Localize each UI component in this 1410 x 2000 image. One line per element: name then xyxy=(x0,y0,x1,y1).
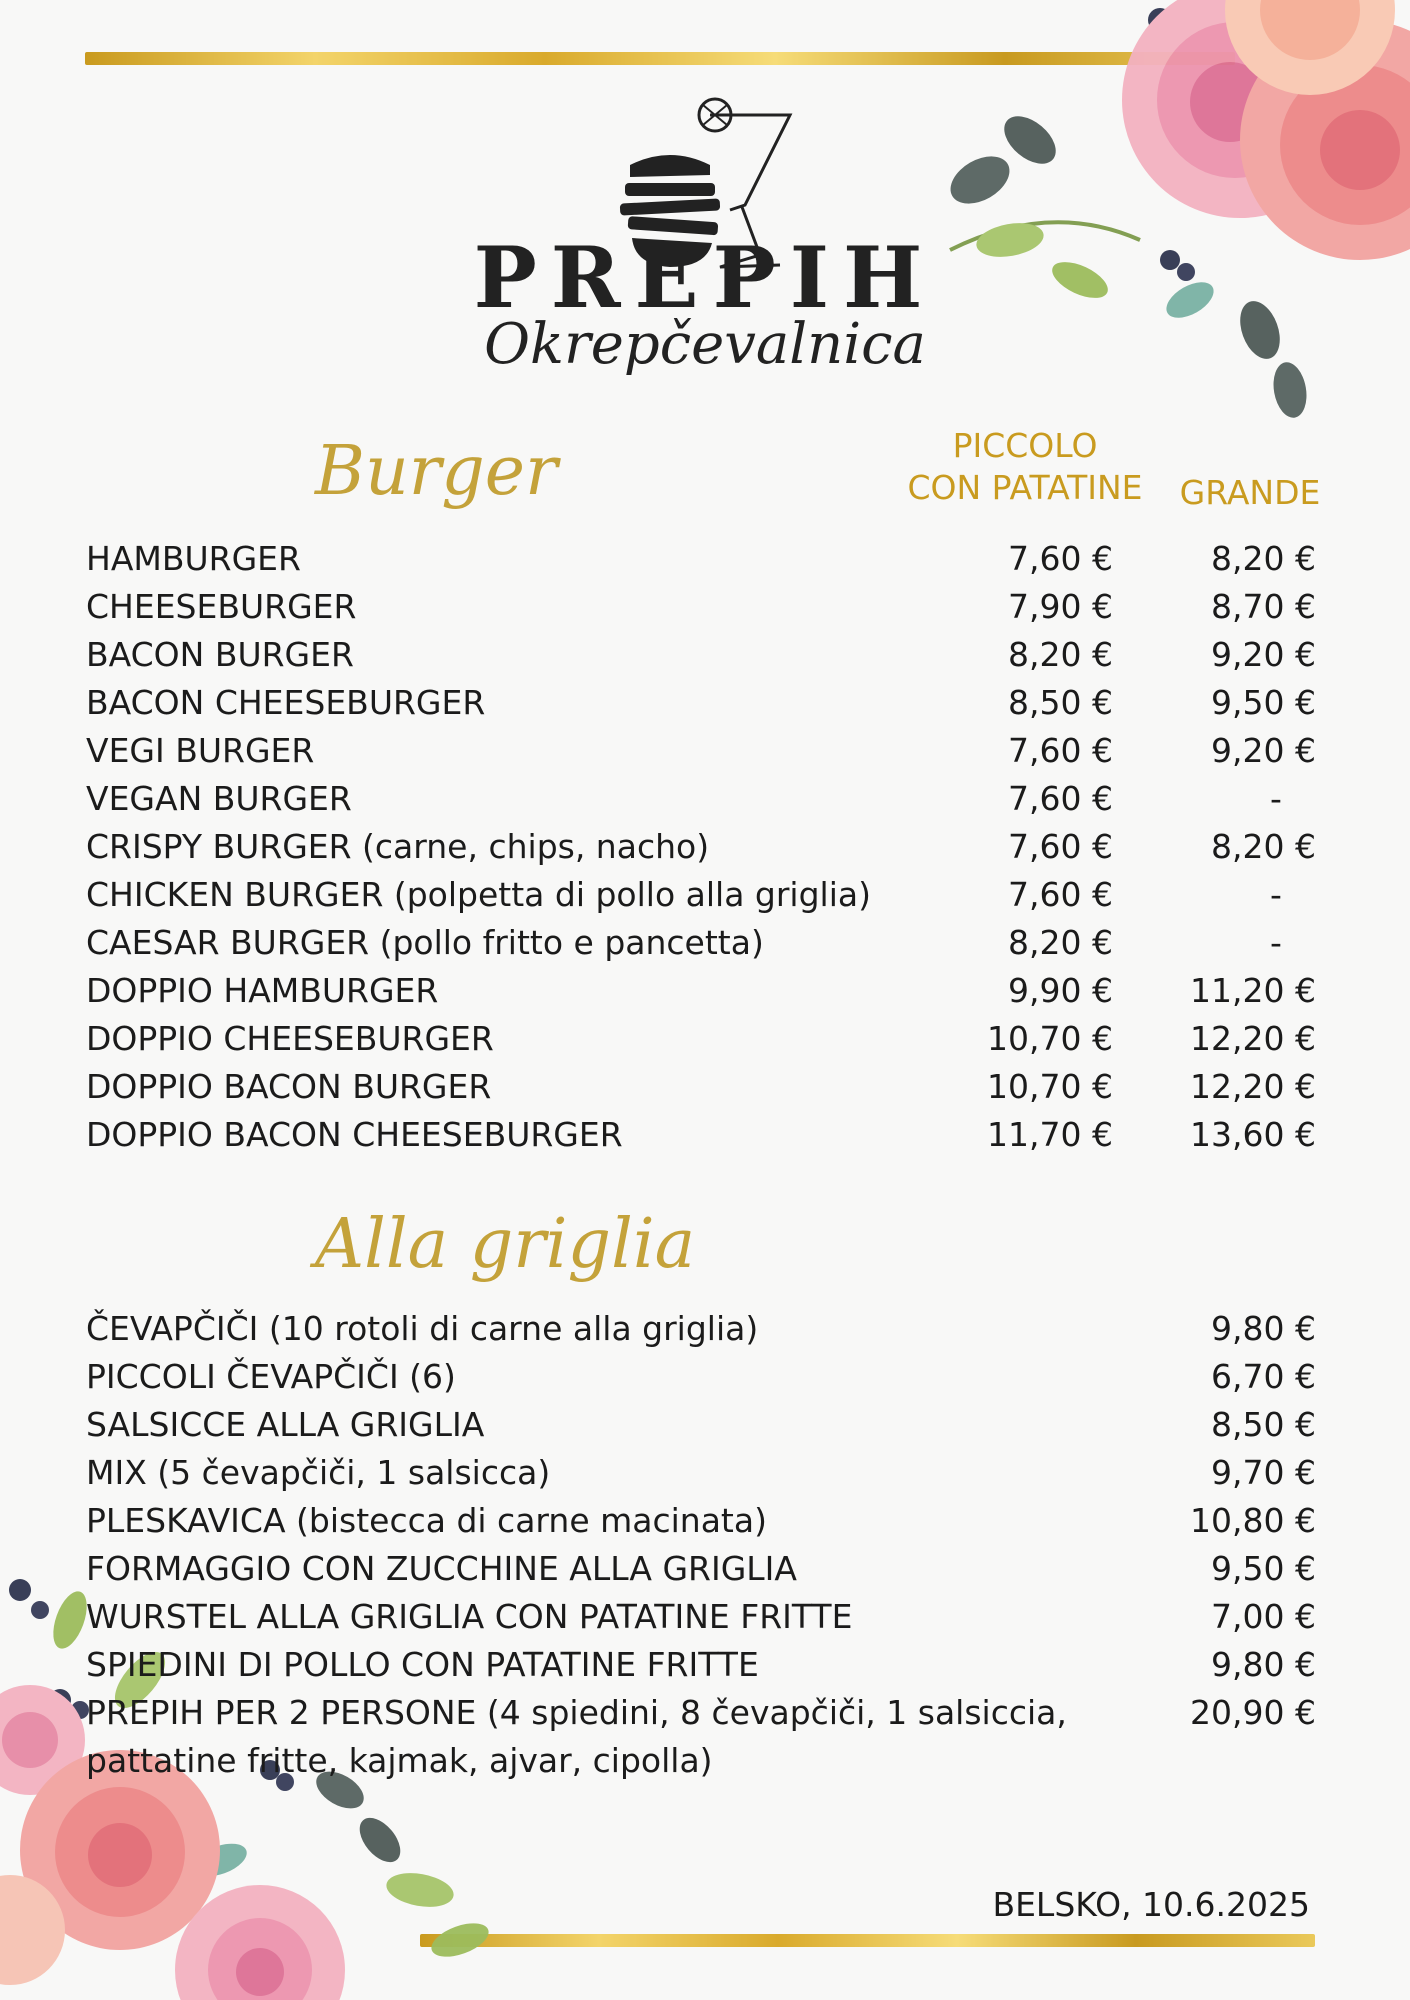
item-name: CRISPY BURGER (carne, chips, nacho) xyxy=(86,827,710,866)
price-large: - xyxy=(1270,875,1282,914)
section-title-burger: Burger xyxy=(315,432,558,511)
menu-item xyxy=(86,1111,1316,1159)
menu-item xyxy=(86,919,1316,967)
item-name: DOPPIO HAMBURGER xyxy=(86,971,439,1010)
price-large: 8,70 € xyxy=(1211,587,1316,626)
item-name: DOPPIO CHEESEBURGER xyxy=(86,1019,494,1058)
menu-item xyxy=(86,1593,1316,1641)
menu-item xyxy=(86,1449,1316,1497)
menu-item xyxy=(86,1545,1316,1593)
menu-item xyxy=(86,1641,1316,1689)
menu-item xyxy=(86,679,1316,727)
menu-item xyxy=(86,823,1316,871)
item-name: MIX (5 čevapčiči, 1 salsicca) xyxy=(86,1453,551,1492)
price-small: 11,70 € xyxy=(987,1115,1113,1154)
price-small: 8,20 € xyxy=(1008,635,1113,674)
item-name: VEGI BURGER xyxy=(86,731,315,770)
item-price: 9,80 € xyxy=(1211,1645,1316,1684)
price-small: 7,60 € xyxy=(1008,731,1113,770)
item-name: BACON CHEESEBURGER xyxy=(86,683,486,722)
item-price: 20,90 € xyxy=(1190,1693,1316,1732)
item-name: PLESKAVICA (bistecca di carne macinata) xyxy=(86,1501,767,1540)
item-name: CHEESEBURGER xyxy=(86,587,357,626)
price-large: - xyxy=(1270,779,1282,818)
brand-subtitle: Okrepčevalnica xyxy=(484,312,926,377)
price-large: 12,20 € xyxy=(1190,1067,1316,1106)
price-large: 8,20 € xyxy=(1211,827,1316,866)
item-name: HAMBURGER xyxy=(86,539,301,578)
menu-item xyxy=(86,631,1316,679)
menu-item xyxy=(86,1015,1316,1063)
item-name: SALSICCE ALLA GRIGLIA xyxy=(86,1405,485,1444)
price-large: 9,50 € xyxy=(1211,683,1316,722)
column-header-piccolo xyxy=(890,425,1160,509)
price-large: - xyxy=(1270,923,1282,962)
brand-name: PREPIH xyxy=(473,228,937,327)
item-name-line2: pattatine fritte, kajmak, ajvar, cipolla) xyxy=(86,1741,713,1780)
menu-item xyxy=(86,535,1316,583)
item-price: 9,70 € xyxy=(1211,1453,1316,1492)
item-name: SPIEDINI DI POLLO CON PATATINE FRITTE xyxy=(86,1645,759,1684)
item-name: PICCOLI ČEVAPČIČI (6) xyxy=(86,1357,456,1396)
price-large: 9,20 € xyxy=(1211,635,1316,674)
menu-item xyxy=(86,1497,1316,1545)
menu-item xyxy=(86,871,1316,919)
menu-item xyxy=(86,775,1316,823)
item-name: DOPPIO BACON BURGER xyxy=(86,1067,492,1106)
item-price: 6,70 € xyxy=(1211,1357,1316,1396)
price-small: 7,60 € xyxy=(1008,539,1113,578)
menu-item xyxy=(86,1401,1316,1449)
item-price: 7,00 € xyxy=(1211,1597,1316,1636)
column-header-piccolo-line2: CON PATATINE xyxy=(907,468,1143,507)
footer-place-date: BELSKO, 10.6.2025 xyxy=(992,1885,1310,1924)
column-header-piccolo-line1: PICCOLO xyxy=(952,426,1098,465)
menu-item xyxy=(86,1689,1316,1785)
price-small: 7,60 € xyxy=(1008,827,1113,866)
item-name: FORMAGGIO CON ZUCCHINE ALLA GRIGLIA xyxy=(86,1549,797,1588)
menu-item xyxy=(86,1353,1316,1401)
price-large: 9,20 € xyxy=(1211,731,1316,770)
item-name: BACON BURGER xyxy=(86,635,354,674)
bottom-gold-bar xyxy=(420,1934,1315,1947)
menu-item xyxy=(86,727,1316,775)
menu-item xyxy=(86,583,1316,631)
section-title-alla-griglia: Alla griglia xyxy=(315,1205,696,1284)
burger-menu-list xyxy=(86,535,1316,1159)
price-large: 8,20 € xyxy=(1211,539,1316,578)
price-small: 7,60 € xyxy=(1008,875,1113,914)
item-price: 10,80 € xyxy=(1190,1501,1316,1540)
item-name: PREPIH PER 2 PERSONE (4 spiedini, 8 čevapčiči, 1 salsiccia, xyxy=(86,1693,1067,1732)
price-large: 11,20 € xyxy=(1190,971,1316,1010)
price-large: 12,20 € xyxy=(1190,1019,1316,1058)
price-large: 13,60 € xyxy=(1190,1115,1316,1154)
price-small: 8,50 € xyxy=(1008,683,1113,722)
price-small: 7,60 € xyxy=(1008,779,1113,818)
item-name: CHICKEN BURGER (polpetta di pollo alla griglia) xyxy=(86,875,871,914)
price-small: 9,90 € xyxy=(1008,971,1113,1010)
item-name: VEGAN BURGER xyxy=(86,779,352,818)
menu-item xyxy=(86,1063,1316,1111)
item-price: 8,50 € xyxy=(1211,1405,1316,1444)
menu-item xyxy=(86,1305,1316,1353)
item-price: 9,80 € xyxy=(1211,1309,1316,1348)
item-price: 9,50 € xyxy=(1211,1549,1316,1588)
grill-menu-list xyxy=(86,1305,1316,1785)
item-name: WURSTEL ALLA GRIGLIA CON PATATINE FRITTE xyxy=(86,1597,853,1636)
item-name: DOPPIO BACON CHEESEBURGER xyxy=(86,1115,623,1154)
column-header-grande: GRANDE xyxy=(1179,473,1321,512)
price-small: 8,20 € xyxy=(1008,923,1113,962)
price-small: 7,90 € xyxy=(1008,587,1113,626)
menu-item xyxy=(86,967,1316,1015)
price-small: 10,70 € xyxy=(987,1019,1113,1058)
item-name: ČEVAPČIČI (10 rotoli di carne alla griglia) xyxy=(86,1309,759,1348)
item-name: CAESAR BURGER (pollo fritto e pancetta) xyxy=(86,923,764,962)
price-small: 10,70 € xyxy=(987,1067,1113,1106)
